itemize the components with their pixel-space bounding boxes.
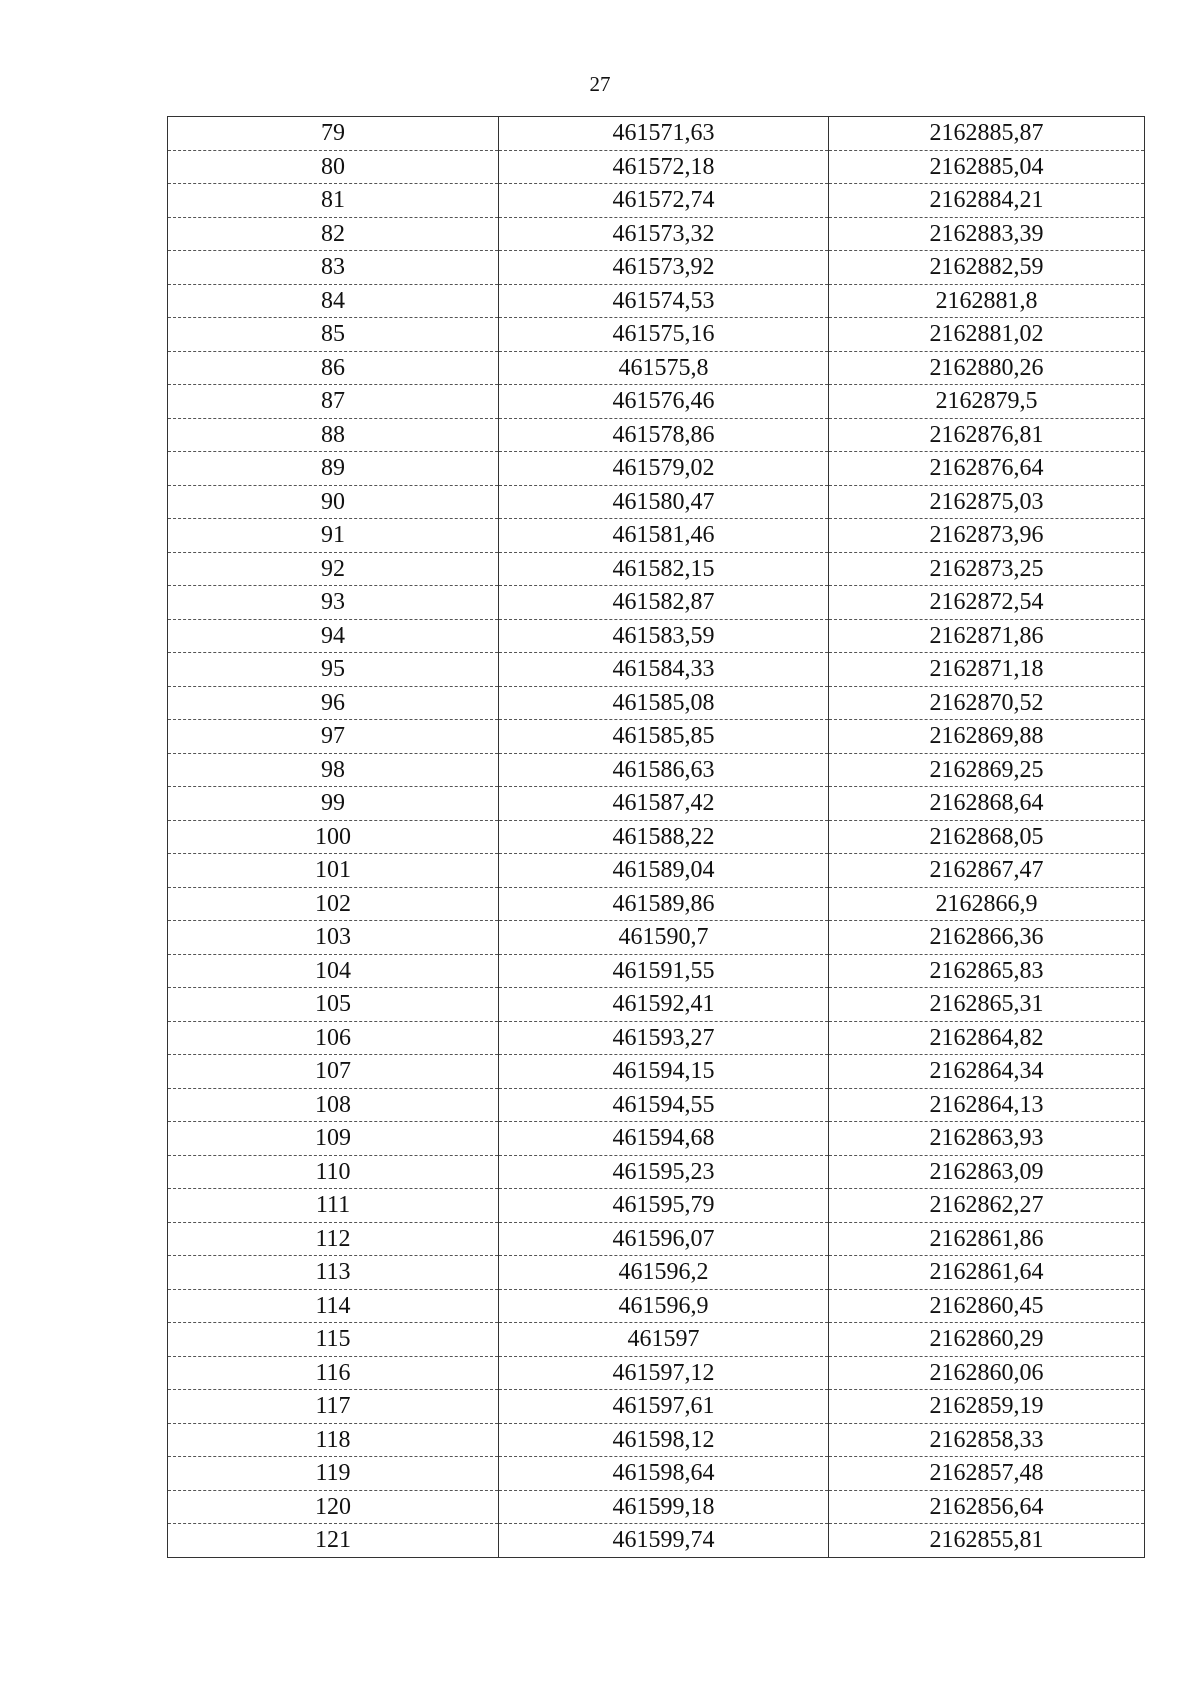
point-number-cell: 101	[168, 854, 499, 888]
y-coordinate-cell: 2162867,47	[829, 854, 1145, 888]
x-coordinate-cell: 461588,22	[499, 820, 829, 854]
table-row	[168, 1021, 1145, 1055]
y-coordinate-cell: 2162864,82	[829, 1021, 1145, 1055]
x-coordinate-cell: 461598,64	[499, 1457, 829, 1491]
table-row	[168, 1423, 1145, 1457]
y-coordinate-cell: 2162863,09	[829, 1155, 1145, 1189]
y-coordinate-cell: 2162859,19	[829, 1390, 1145, 1424]
y-coordinate-cell: 2162881,02	[829, 318, 1145, 352]
x-coordinate-cell: 461599,18	[499, 1490, 829, 1524]
coordinates-table-body	[168, 117, 1145, 1558]
table-row	[168, 586, 1145, 620]
point-number-cell: 99	[168, 787, 499, 821]
x-coordinate-cell: 461585,85	[499, 720, 829, 754]
y-coordinate-cell: 2162855,81	[829, 1524, 1145, 1558]
x-coordinate-cell: 461589,04	[499, 854, 829, 888]
y-coordinate-cell: 2162863,93	[829, 1122, 1145, 1156]
x-coordinate-cell: 461599,74	[499, 1524, 829, 1558]
table-row	[168, 753, 1145, 787]
y-coordinate-cell: 2162885,04	[829, 150, 1145, 184]
y-coordinate-cell: 2162875,03	[829, 485, 1145, 519]
point-number-cell: 96	[168, 686, 499, 720]
table-row	[168, 954, 1145, 988]
point-number-cell: 85	[168, 318, 499, 352]
table-row	[168, 1524, 1145, 1558]
y-coordinate-cell: 2162879,5	[829, 385, 1145, 419]
y-coordinate-cell: 2162860,45	[829, 1289, 1145, 1323]
x-coordinate-cell: 461575,16	[499, 318, 829, 352]
point-number-cell: 114	[168, 1289, 499, 1323]
y-coordinate-cell: 2162861,64	[829, 1256, 1145, 1290]
x-coordinate-cell: 461590,7	[499, 921, 829, 955]
table-row	[168, 1289, 1145, 1323]
table-row	[168, 552, 1145, 586]
x-coordinate-cell: 461591,55	[499, 954, 829, 988]
table-row	[168, 988, 1145, 1022]
y-coordinate-cell: 2162872,54	[829, 586, 1145, 620]
point-number-cell: 97	[168, 720, 499, 754]
point-number-cell: 117	[168, 1390, 499, 1424]
point-number-cell: 121	[168, 1524, 499, 1558]
table-row	[168, 1323, 1145, 1357]
x-coordinate-cell: 461596,2	[499, 1256, 829, 1290]
table-row	[168, 887, 1145, 921]
table-row	[168, 1122, 1145, 1156]
point-number-cell: 104	[168, 954, 499, 988]
table-row	[168, 1155, 1145, 1189]
y-coordinate-cell: 2162870,52	[829, 686, 1145, 720]
table-row	[168, 619, 1145, 653]
x-coordinate-cell: 461576,46	[499, 385, 829, 419]
point-number-cell: 79	[168, 117, 499, 151]
x-coordinate-cell: 461581,46	[499, 519, 829, 553]
y-coordinate-cell: 2162862,27	[829, 1189, 1145, 1223]
point-number-cell: 95	[168, 653, 499, 687]
point-number-cell: 83	[168, 251, 499, 285]
point-number-cell: 107	[168, 1055, 499, 1089]
table-row	[168, 1256, 1145, 1290]
x-coordinate-cell: 461582,15	[499, 552, 829, 586]
point-number-cell: 108	[168, 1088, 499, 1122]
point-number-cell: 91	[168, 519, 499, 553]
x-coordinate-cell: 461596,07	[499, 1222, 829, 1256]
x-coordinate-cell: 461582,87	[499, 586, 829, 620]
coordinates-table	[167, 116, 1145, 1558]
y-coordinate-cell: 2162873,25	[829, 552, 1145, 586]
y-coordinate-cell: 2162866,36	[829, 921, 1145, 955]
point-number-cell: 86	[168, 351, 499, 385]
table-row	[168, 1356, 1145, 1390]
point-number-cell: 93	[168, 586, 499, 620]
point-number-cell: 100	[168, 820, 499, 854]
point-number-cell: 90	[168, 485, 499, 519]
table-row	[168, 351, 1145, 385]
y-coordinate-cell: 2162860,06	[829, 1356, 1145, 1390]
y-coordinate-cell: 2162866,9	[829, 887, 1145, 921]
x-coordinate-cell: 461587,42	[499, 787, 829, 821]
y-coordinate-cell: 2162876,81	[829, 418, 1145, 452]
y-coordinate-cell: 2162880,26	[829, 351, 1145, 385]
x-coordinate-cell: 461589,86	[499, 887, 829, 921]
y-coordinate-cell: 2162865,31	[829, 988, 1145, 1022]
y-coordinate-cell: 2162857,48	[829, 1457, 1145, 1491]
point-number-cell: 80	[168, 150, 499, 184]
point-number-cell: 105	[168, 988, 499, 1022]
x-coordinate-cell: 461596,9	[499, 1289, 829, 1323]
y-coordinate-cell: 2162868,64	[829, 787, 1145, 821]
y-coordinate-cell: 2162860,29	[829, 1323, 1145, 1357]
y-coordinate-cell: 2162882,59	[829, 251, 1145, 285]
y-coordinate-cell: 2162871,86	[829, 619, 1145, 653]
table-row	[168, 653, 1145, 687]
page-number: 27	[589, 72, 611, 96]
table-row	[168, 217, 1145, 251]
x-coordinate-cell: 461593,27	[499, 1021, 829, 1055]
table-row	[168, 452, 1145, 486]
table-row	[168, 1055, 1145, 1089]
table-row	[168, 1222, 1145, 1256]
x-coordinate-cell: 461584,33	[499, 653, 829, 687]
x-coordinate-cell: 461598,12	[499, 1423, 829, 1457]
x-coordinate-cell: 461585,08	[499, 686, 829, 720]
point-number-cell: 109	[168, 1122, 499, 1156]
point-number-cell: 106	[168, 1021, 499, 1055]
point-number-cell: 81	[168, 184, 499, 218]
table-row	[168, 1457, 1145, 1491]
x-coordinate-cell: 461579,02	[499, 452, 829, 486]
y-coordinate-cell: 2162869,25	[829, 753, 1145, 787]
x-coordinate-cell: 461595,23	[499, 1155, 829, 1189]
x-coordinate-cell: 461592,41	[499, 988, 829, 1022]
x-coordinate-cell: 461594,55	[499, 1088, 829, 1122]
x-coordinate-cell: 461583,59	[499, 619, 829, 653]
y-coordinate-cell: 2162856,64	[829, 1490, 1145, 1524]
x-coordinate-cell: 461594,68	[499, 1122, 829, 1156]
point-number-cell: 113	[168, 1256, 499, 1290]
table-row	[168, 1189, 1145, 1223]
table-row	[168, 418, 1145, 452]
table-row	[168, 150, 1145, 184]
point-number-cell: 120	[168, 1490, 499, 1524]
table-row	[168, 820, 1145, 854]
y-coordinate-cell: 2162873,96	[829, 519, 1145, 553]
point-number-cell: 118	[168, 1423, 499, 1457]
table-row	[168, 251, 1145, 285]
y-coordinate-cell: 2162876,64	[829, 452, 1145, 486]
point-number-cell: 87	[168, 385, 499, 419]
table-row	[168, 1490, 1145, 1524]
point-number-cell: 115	[168, 1323, 499, 1357]
table-row	[168, 854, 1145, 888]
point-number-cell: 92	[168, 552, 499, 586]
table-row	[168, 519, 1145, 553]
table-row	[168, 485, 1145, 519]
x-coordinate-cell: 461571,63	[499, 117, 829, 151]
y-coordinate-cell: 2162883,39	[829, 217, 1145, 251]
x-coordinate-cell: 461594,15	[499, 1055, 829, 1089]
x-coordinate-cell: 461597,12	[499, 1356, 829, 1390]
table-row	[168, 1390, 1145, 1424]
x-coordinate-cell: 461597	[499, 1323, 829, 1357]
x-coordinate-cell: 461573,32	[499, 217, 829, 251]
x-coordinate-cell: 461586,63	[499, 753, 829, 787]
table-row	[168, 1088, 1145, 1122]
y-coordinate-cell: 2162858,33	[829, 1423, 1145, 1457]
point-number-cell: 103	[168, 921, 499, 955]
y-coordinate-cell: 2162865,83	[829, 954, 1145, 988]
point-number-cell: 82	[168, 217, 499, 251]
table-row	[168, 686, 1145, 720]
point-number-cell: 88	[168, 418, 499, 452]
table-row	[168, 720, 1145, 754]
point-number-cell: 112	[168, 1222, 499, 1256]
x-coordinate-cell: 461572,74	[499, 184, 829, 218]
y-coordinate-cell: 2162868,05	[829, 820, 1145, 854]
table-row	[168, 318, 1145, 352]
table-row	[168, 921, 1145, 955]
y-coordinate-cell: 2162871,18	[829, 653, 1145, 687]
table-row	[168, 385, 1145, 419]
y-coordinate-cell: 2162861,86	[829, 1222, 1145, 1256]
point-number-cell: 116	[168, 1356, 499, 1390]
point-number-cell: 98	[168, 753, 499, 787]
point-number-cell: 119	[168, 1457, 499, 1491]
y-coordinate-cell: 2162869,88	[829, 720, 1145, 754]
x-coordinate-cell: 461574,53	[499, 284, 829, 318]
x-coordinate-cell: 461597,61	[499, 1390, 829, 1424]
y-coordinate-cell: 2162884,21	[829, 184, 1145, 218]
table-row	[168, 117, 1145, 151]
x-coordinate-cell: 461580,47	[499, 485, 829, 519]
point-number-cell: 94	[168, 619, 499, 653]
y-coordinate-cell: 2162864,13	[829, 1088, 1145, 1122]
y-coordinate-cell: 2162881,8	[829, 284, 1145, 318]
point-number-cell: 84	[168, 284, 499, 318]
table-row	[168, 284, 1145, 318]
x-coordinate-cell: 461572,18	[499, 150, 829, 184]
point-number-cell: 89	[168, 452, 499, 486]
point-number-cell: 110	[168, 1155, 499, 1189]
table-row	[168, 184, 1145, 218]
point-number-cell: 111	[168, 1189, 499, 1223]
y-coordinate-cell: 2162885,87	[829, 117, 1145, 151]
point-number-cell: 102	[168, 887, 499, 921]
x-coordinate-cell: 461573,92	[499, 251, 829, 285]
x-coordinate-cell: 461575,8	[499, 351, 829, 385]
x-coordinate-cell: 461578,86	[499, 418, 829, 452]
table-row	[168, 787, 1145, 821]
y-coordinate-cell: 2162864,34	[829, 1055, 1145, 1089]
x-coordinate-cell: 461595,79	[499, 1189, 829, 1223]
